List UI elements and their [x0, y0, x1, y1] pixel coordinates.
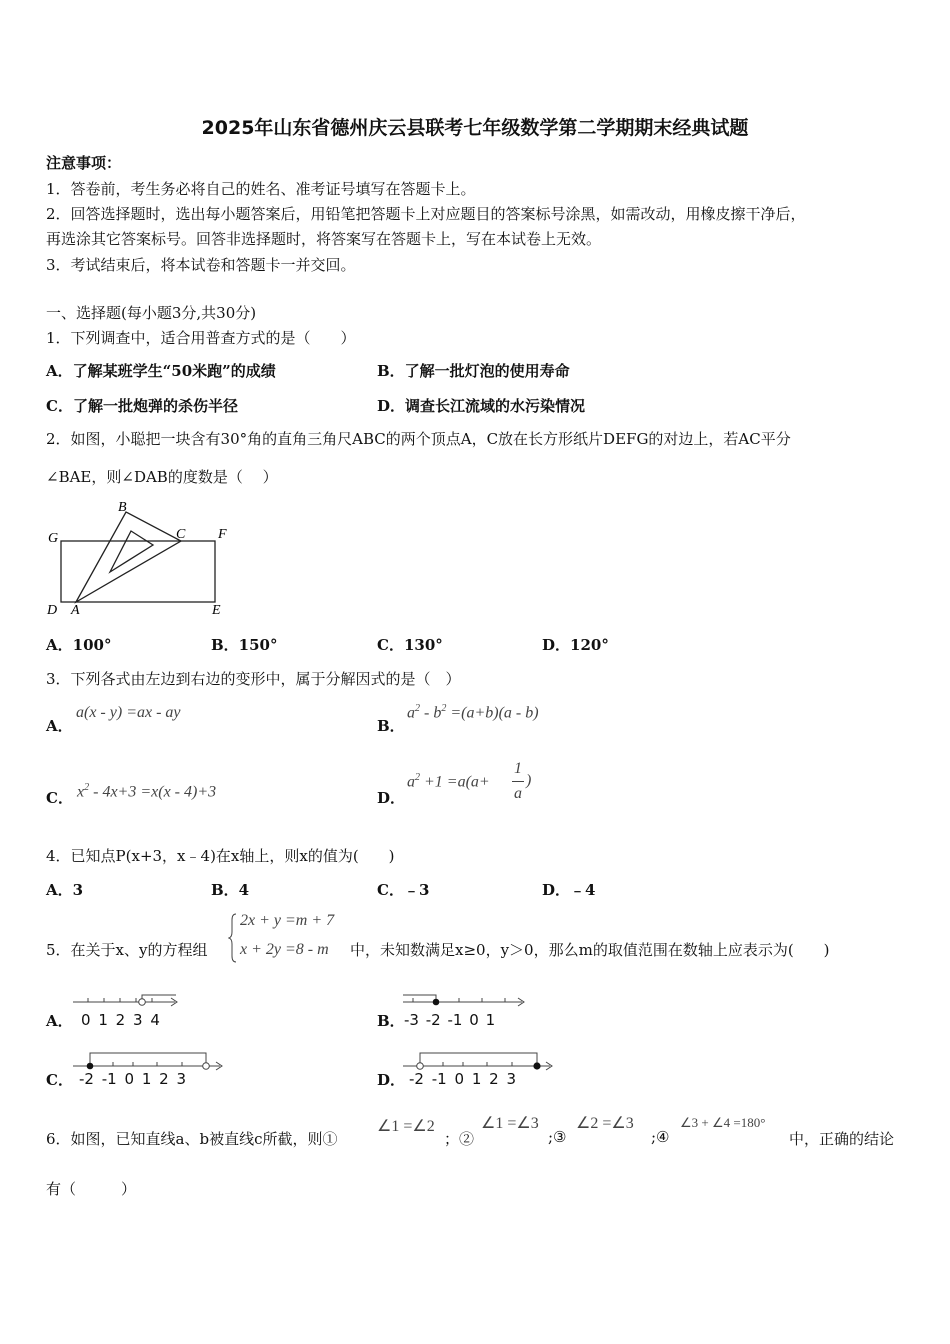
q4-stem: 4．已知点P(x+3，x﹣4)在x轴上，则x的值为( ): [46, 847, 395, 865]
label-b: B: [118, 500, 127, 515]
q2-stem-2: ∠BAE，则∠DAB的度数是（ ）: [46, 468, 278, 486]
q4-option-a: A．3: [46, 881, 84, 899]
q3-option-a-expr: a(x - y) =ax - ay: [76, 704, 181, 721]
q6-stem-line-2: 有（ ）: [46, 1180, 137, 1198]
notice-heading: 注意事项：: [46, 154, 122, 172]
q1-option-b: B．了解一批灯泡的使用寿命: [377, 362, 570, 380]
q3-option-d-frac-den: a: [514, 785, 522, 802]
q5-d-numbers: -2 -1 0 1 2 3: [409, 1070, 517, 1088]
q6-sep-2: ;③: [548, 1128, 567, 1146]
label-a: A: [71, 603, 80, 618]
q1-option-c: C．了解一批炮弹的杀伤半径: [46, 397, 238, 415]
q6-expr-1: ∠1 =∠2: [377, 1118, 435, 1135]
q4-option-d: D．﹣4: [542, 881, 596, 899]
q2-option-b: B．150°: [211, 636, 278, 654]
q5-option-a-label: A．: [46, 1012, 73, 1030]
q3-option-b-label: B．: [377, 717, 405, 735]
q3-option-c-label: C．: [46, 789, 73, 807]
q5-stem-post: 中，未知数满足x≥0，y＞0，那么m的取值范围在数轴上应表示为( ): [350, 941, 830, 959]
q3-option-d-label: D．: [377, 789, 406, 807]
q5-c-numbers: -2 -1 0 1 2 3: [79, 1070, 187, 1088]
q3-option-b-expr: $a^2 - b^2 =(a+b)(a - b)$: [407, 703, 539, 722]
q3-option-d-frac-bar: [512, 781, 524, 782]
q6-expr-2: ∠1 =∠3: [481, 1115, 539, 1132]
q3-option-a-label: A．: [46, 717, 73, 735]
q5-option-b-label: B．: [377, 1012, 405, 1030]
q6-sep-3: ;④: [651, 1128, 670, 1146]
q1-stem: 1．下列调查中，适合用普查方式的是（ ）: [46, 329, 356, 347]
q5-equation-2: x + 2y =8 - m: [240, 941, 329, 958]
rectangle-defg: [61, 541, 215, 602]
section-heading: 一、选择题(每小题3分,共30分): [46, 304, 257, 322]
q3-option-d-close: ): [526, 772, 532, 789]
q2-stem-1: 2．如图，小聪把一块含有30°角的直角三角尺ABC的两个顶点A，C放在长方形纸片DEFG的对边上，若AC平分: [46, 430, 791, 448]
label-e: E: [212, 603, 221, 618]
q6-stem-post: 中，正确的结论: [789, 1130, 895, 1148]
q2-figure: [40, 495, 240, 620]
q6-expr-4: ∠3 + ∠4 =180°: [680, 1115, 766, 1130]
q6-stem-pre: 6．如图，已知直线a、b被直线c所截，则①: [46, 1130, 338, 1148]
triangle-inner: [110, 531, 153, 572]
q5-option-c-label: C．: [46, 1071, 73, 1089]
page-title: 2025年山东省德州庆云县联考七年级数学第二学期期末经典试题: [201, 117, 749, 139]
notice-item-2: 2．回答选择题时，选出每小题答案后，用铅笔把答题卡上对应题目的答案标号涂黑，如需改动，用橡皮擦干净后，: [46, 205, 806, 223]
label-d: D: [47, 603, 58, 618]
q6-expr-3: ∠2 =∠3: [576, 1115, 634, 1132]
q5-equation-1: 2x + y =m + 7: [240, 912, 335, 929]
system-brace: [228, 912, 238, 964]
q5-a-numbers: 0 1 2 3 4: [81, 1011, 160, 1029]
label-f: F: [218, 527, 227, 542]
q3-option-d-expr: $a^2 +1 =a(a+$: [407, 772, 490, 791]
q2-option-d: D．120°: [542, 636, 609, 654]
triangle-abc: [76, 512, 181, 602]
q1-option-a: A．了解某班学生“50米跑”的成绩: [46, 362, 276, 380]
q3-option-d-frac-num: 1: [514, 760, 522, 777]
q6-sep-1: ；②: [444, 1130, 475, 1148]
q4-option-b: B．4: [211, 881, 250, 899]
q5-option-d-label: D．: [377, 1071, 406, 1089]
q5-b-numbers: -3 -2 -1 0 1: [404, 1011, 496, 1029]
q2-option-a: A．100°: [46, 636, 112, 654]
q2-option-c: C．130°: [377, 636, 443, 654]
q4-option-c: C．﹣3: [377, 881, 430, 899]
q5-stem-pre: 5．在关于x、y的方程组: [46, 941, 208, 959]
q1-option-d: D．调查长江流域的水污染情况: [377, 397, 586, 415]
notice-item-3: 3．考试结束后，将本试卷和答题卡一并交回。: [46, 256, 356, 274]
label-g: G: [48, 531, 59, 546]
notice-item-1: 1．答卷前，考生务必将自己的姓名、准考证号填写在答题卡上。: [46, 180, 476, 198]
label-c: C: [176, 527, 186, 542]
q3-stem: 3．下列各式由左边到右边的变形中，属于分解因式的是（ ）: [46, 670, 461, 688]
notice-item-2-cont: 再选涂其它答案标号。回答非选择题时，将答案写在答题卡上，写在本试卷上无效。: [46, 230, 602, 248]
q3-option-c-expr: $x^2 - 4x+3 =x(x - 4)+3$: [77, 782, 217, 801]
